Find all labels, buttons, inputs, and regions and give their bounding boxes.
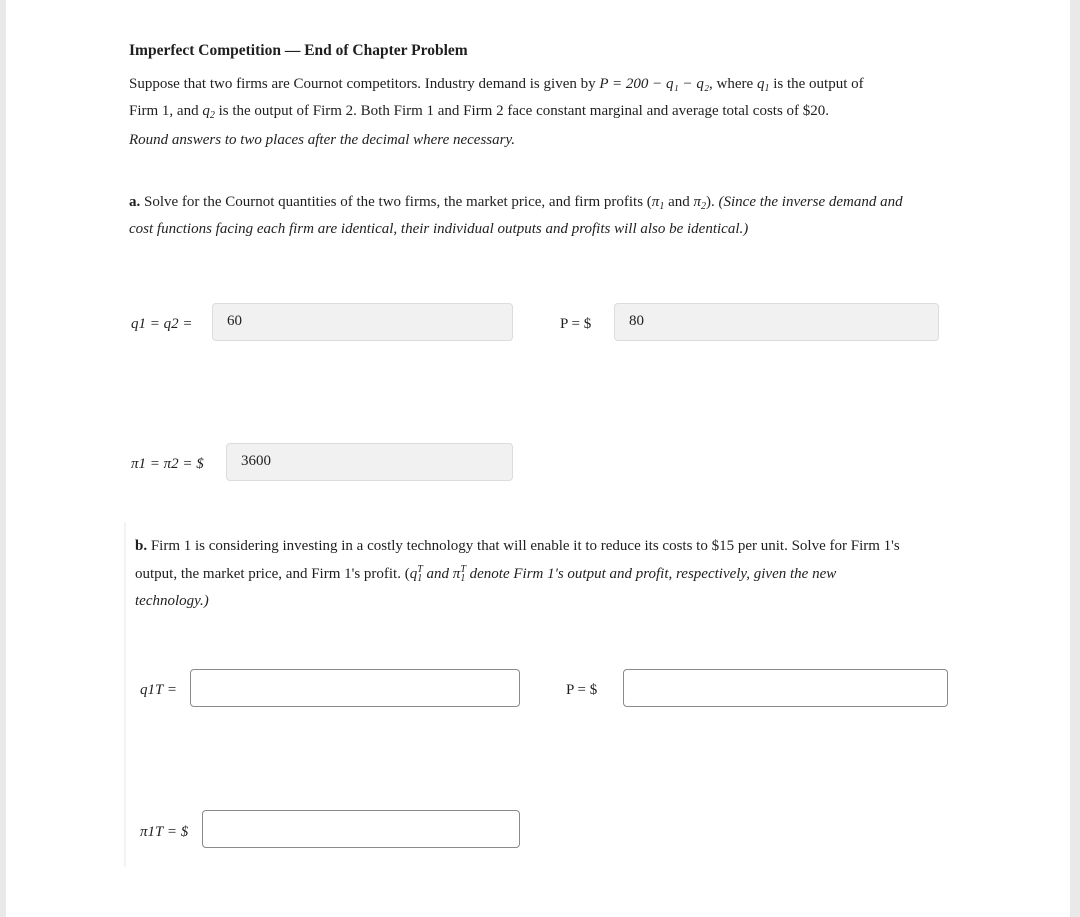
part-a-quantity-input[interactable]: 60 [212, 303, 513, 341]
rounding-note: Round answers to two places after the decimal where necessary. [129, 132, 516, 148]
part-b-quantity-label: q1T = [140, 682, 177, 698]
part-b-profit-input[interactable] [202, 810, 520, 848]
part-b-section-border [124, 522, 126, 867]
part-a-profit-input[interactable]: 3600 [226, 443, 513, 481]
page-title: Imperfect Competition — End of Chapter Problem [129, 42, 468, 59]
part-b-quantity-input[interactable] [190, 669, 520, 707]
part-a-question: a. Solve for the Cournot quantities of the two firms, the market price, and firm profits ($\pi_1$ and $\pi_2$). (Since the inverse demand and cost functions facing each firm are identical, their individual outputs and profits will also be identical.) [129, 194, 903, 237]
demand-equation: P = 200 − q₁ − q₂ [599, 76, 710, 92]
part-a-price-input[interactable]: 80 [614, 303, 939, 341]
part-b-price-input[interactable] [623, 669, 948, 707]
part-a-price-label: P = $ [560, 316, 592, 332]
part-a-profit-label: π1 = π2 = $ [131, 456, 204, 472]
problem-page [6, 0, 1070, 917]
intro-paragraph: Suppose that two firms are Cournot competitors. Industry demand is given by P = 200 − q₁ − q₂, where $q_1$ is the output of Firm 1, and $q_2$ is the output of Firm 2. Both Firm 1 and Firm 2 face constant marginal and average total costs of $20. [129, 76, 864, 121]
part-a-quantity-label: q1 = q2 = [131, 316, 193, 332]
part-b-price-label: P = $ [566, 682, 598, 698]
part-b-profit-label: π1T = $ [140, 824, 189, 840]
part-b-question: b. Firm 1 is considering investing in a costly technology that will enable it to reduce its costs to $15 per unit. Solve for Firm 1's output, the market price, and Firm 1's profit. ($q_1^T$ and $\pi_1^T$ denote Firm 1's output and profit, respectively, given the new technology.) [135, 538, 900, 609]
